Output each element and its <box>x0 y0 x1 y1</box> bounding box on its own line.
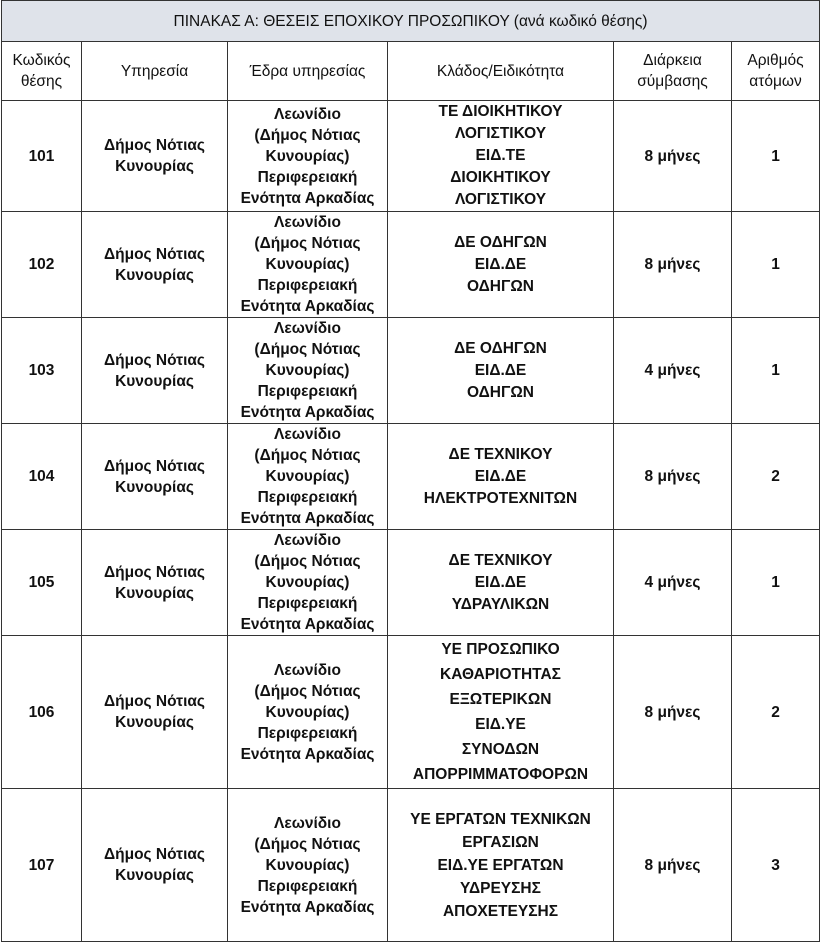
specialty-cell <box>388 318 614 424</box>
seat-line: Περιφερειακή <box>257 724 358 742</box>
duration-cell: 8 μήνες <box>614 212 732 318</box>
service-line: Κυνουρίας <box>115 584 194 602</box>
seat-line: Ενότητα Αρκαδίας <box>240 745 375 763</box>
seat-line: Ενότητα Αρκαδίας <box>240 898 375 916</box>
staff-count-cell: 2 <box>732 636 820 789</box>
seat-line: Λεωνίδιο <box>274 214 341 231</box>
header-seat <box>228 42 388 101</box>
specialty-line: ΔΕ ΤΕΧΝΙΚΟΥ <box>448 551 553 569</box>
seat-line: Ενότητα Αρκαδίας <box>240 616 375 633</box>
service-cell <box>82 789 228 942</box>
seat-line: Περιφερειακή <box>257 383 358 400</box>
seat-cell <box>228 212 388 318</box>
table-title: ΠΙΝΑΚΑΣ Α: ΘΕΣΕΙΣ ΕΠΟΧΙΚΟΥ ΠΡΟΣΩΠΙΚΟΥ (ανά κωδικό θέσης) <box>2 1 820 42</box>
table-row <box>2 530 820 636</box>
seat-line: Περιφερειακή <box>257 168 358 186</box>
header-code-line: Κωδικός <box>12 52 71 69</box>
staff-count-cell: 1 <box>732 530 820 636</box>
duration-cell: 8 μήνες <box>614 424 732 530</box>
seat-line: Λεωνίδιο <box>274 105 341 123</box>
specialty-line: ΔΕ ΟΔΗΓΩΝ <box>454 339 547 357</box>
seat-cell <box>228 636 388 789</box>
specialty-line: ΟΔΗΓΩΝ <box>467 277 534 295</box>
seat-line: Περιφερειακή <box>257 277 358 294</box>
seat-line: Περιφερειακή <box>257 877 358 895</box>
position-code-cell: 106 <box>2 636 82 789</box>
service-line: Δήμος Νότιας <box>104 457 205 475</box>
specialty-cell <box>388 636 614 789</box>
specialty-line: ΚΑΘΑΡΙΟΤΗΤΑΣ <box>440 666 561 683</box>
specialty-line: ΔΙΟΙΚΗΤΙΚΟΥ <box>450 169 551 186</box>
seat-line: Περιφερειακή <box>257 595 358 612</box>
seasonal-staff-table <box>1 0 820 942</box>
specialty-line: ΥΔΡΕΥΣΗΣ <box>460 879 541 897</box>
service-line: Δήμος Νότιας <box>104 137 205 154</box>
service-cell <box>82 318 228 424</box>
staff-count-cell: 2 <box>732 424 820 530</box>
seat-line: Ενότητα Αρκαδίας <box>240 189 375 207</box>
seat-line: Κυνουρίας) <box>265 468 350 485</box>
seat-line: (Δήμος Νότιας <box>254 341 361 358</box>
specialty-line: ΥΕ ΕΡΓΑΤΩΝ ΤΕΧΝΙΚΩΝ <box>410 810 591 828</box>
specialty-line: ΕΙΔ.ΔΕ <box>474 361 527 379</box>
specialty-line: ΕΙΔ.ΥΕ <box>475 716 526 733</box>
header-row <box>2 42 820 101</box>
staff-count-cell: 1 <box>732 318 820 424</box>
specialty-line: ΥΕ ΠΡΟΣΩΠΙΚΟ <box>441 641 560 658</box>
header-code <box>2 42 82 101</box>
table-row <box>2 318 820 424</box>
service-line: Κυνουρίας <box>115 372 194 390</box>
seat-line: Περιφερειακή <box>257 489 358 506</box>
service-cell <box>82 530 228 636</box>
header-specialty <box>388 42 614 101</box>
service-cell <box>82 212 228 318</box>
specialty-line: ΗΛΕΚΤΡΟΤΕΧΝΙΤΩΝ <box>423 489 578 507</box>
service-line: Κυνουρίας <box>115 867 194 884</box>
seat-line: Κυνουρίας) <box>265 147 350 165</box>
specialty-line: ΕΙΔ.ΔΕ <box>474 573 527 591</box>
position-code-cell: 103 <box>2 318 82 424</box>
specialty-line: ΑΠΟΡΡΙΜΜΑΤΟΦΟΡΩΝ <box>412 766 589 783</box>
staff-count-cell: 1 <box>732 212 820 318</box>
position-code-cell: 105 <box>2 530 82 636</box>
seat-line: Λεωνίδιο <box>274 320 341 337</box>
seat-line: Κυνουρίας) <box>265 856 350 874</box>
specialty-line: ΕΙΔ.ΔΕ <box>474 255 527 273</box>
service-line: Δήμος Νότιας <box>104 693 205 710</box>
seat-line: Κυνουρίας) <box>265 362 350 379</box>
service-line: Κυνουρίας <box>115 714 194 731</box>
seat-line: Ενότητα Αρκαδίας <box>240 404 375 421</box>
seat-line: Κυνουρίας) <box>265 703 350 721</box>
seat-cell <box>228 530 388 636</box>
staff-count-cell: 3 <box>732 789 820 942</box>
seat-line: (Δήμος Νότιας <box>254 447 361 464</box>
seat-line: (Δήμος Νότιας <box>254 553 361 570</box>
duration-cell: 8 μήνες <box>614 101 732 212</box>
header-count <box>732 42 820 101</box>
service-cell <box>82 636 228 789</box>
specialty-line: ΔΕ ΤΕΧΝΙΚΟΥ <box>448 445 553 463</box>
seat-line: Λεωνίδιο <box>274 426 341 443</box>
staff-count-cell: 1 <box>732 101 820 212</box>
seat-line: (Δήμος Νότιας <box>254 682 361 700</box>
duration-cell: 4 μήνες <box>614 530 732 636</box>
header-service <box>82 42 228 101</box>
specialty-cell <box>388 530 614 636</box>
specialty-cell <box>388 101 614 212</box>
seat-line: (Δήμος Νότιας <box>254 126 361 144</box>
header-service-line: Υπηρεσία <box>120 62 189 80</box>
table-row <box>2 212 820 318</box>
seat-cell <box>228 318 388 424</box>
duration-cell: 4 μήνες <box>614 318 732 424</box>
specialty-line: ΥΔΡΑΥΛΙΚΩΝ <box>451 595 550 613</box>
table-row <box>2 789 820 942</box>
header-count-line: Αριθμός <box>747 52 804 69</box>
header-seat-line: Έδρα υπηρεσίας <box>249 62 366 80</box>
specialty-line: ΕΡΓΑΣΙΩΝ <box>462 833 539 851</box>
header-specialty-line: Κλάδος/Ειδικότητα <box>436 62 565 80</box>
header-duration-line: σύμβασης <box>637 73 708 90</box>
position-code-cell: 102 <box>2 212 82 318</box>
specialty-line: ΛΟΓΙΣΤΙΚΟΥ <box>454 191 547 208</box>
specialty-line: ΕΙΔ.ΤΕ <box>475 147 526 164</box>
seat-line: Ενότητα Αρκαδίας <box>240 510 375 527</box>
specialty-cell <box>388 789 614 942</box>
service-line: Δήμος Νότιας <box>104 245 205 263</box>
specialty-cell <box>388 212 614 318</box>
service-cell <box>82 101 228 212</box>
header-count-line: ατόμων <box>749 73 802 90</box>
service-cell <box>82 424 228 530</box>
position-code-cell: 101 <box>2 101 82 212</box>
duration-cell: 8 μήνες <box>614 636 732 789</box>
header-code-line: θέσης <box>20 73 63 90</box>
duration-cell: 8 μήνες <box>614 789 732 942</box>
service-line: Κυνουρίας <box>115 158 194 175</box>
seat-cell <box>228 101 388 212</box>
header-duration-line: Διάρκεια <box>643 52 702 69</box>
table-row <box>2 424 820 530</box>
header-duration <box>614 42 732 101</box>
specialty-cell <box>388 424 614 530</box>
seat-line: Ενότητα Αρκαδίας <box>240 298 375 315</box>
specialty-line: ΕΙΔ.ΥΕ ΕΡΓΑΤΩΝ <box>437 856 564 874</box>
seat-line: Λεωνίδιο <box>274 661 341 679</box>
specialty-line: ΣΥΝΟΔΩΝ <box>461 741 540 758</box>
service-line: Κυνουρίας <box>115 266 194 284</box>
specialty-line: ΔΕ ΟΔΗΓΩΝ <box>454 233 547 251</box>
seat-line: Λεωνίδιο <box>274 532 341 549</box>
table-row <box>2 636 820 789</box>
specialty-line: ΕΞΩΤΕΡΙΚΩΝ <box>449 691 552 708</box>
service-line: Δήμος Νότιας <box>104 563 205 581</box>
specialty-line: ΟΔΗΓΩΝ <box>467 383 534 401</box>
seat-line: (Δήμος Νότιας <box>254 835 361 853</box>
position-code-cell: 104 <box>2 424 82 530</box>
seat-cell <box>228 789 388 942</box>
seat-line: (Δήμος Νότιας <box>254 235 361 252</box>
service-line: Δήμος Νότιας <box>104 351 205 369</box>
service-line: Κυνουρίας <box>115 478 194 496</box>
seat-cell <box>228 424 388 530</box>
seat-line: Κυνουρίας) <box>265 256 350 273</box>
table-row <box>2 101 820 212</box>
specialty-line: ΤΕ ΔΙΟΙΚΗΤΙΚΟΥ <box>438 103 563 120</box>
position-code-cell: 107 <box>2 789 82 942</box>
service-line: Δήμος Νότιας <box>104 846 205 863</box>
specialty-line: ΕΙΔ.ΔΕ <box>474 467 527 485</box>
specialty-line: ΛΟΓΙΣΤΙΚΟΥ <box>454 125 547 142</box>
seat-line: Λεωνίδιο <box>274 814 341 832</box>
specialty-line: ΑΠΟΧΕΤΕΥΣΗΣ <box>442 902 559 920</box>
seat-line: Κυνουρίας) <box>265 574 350 591</box>
